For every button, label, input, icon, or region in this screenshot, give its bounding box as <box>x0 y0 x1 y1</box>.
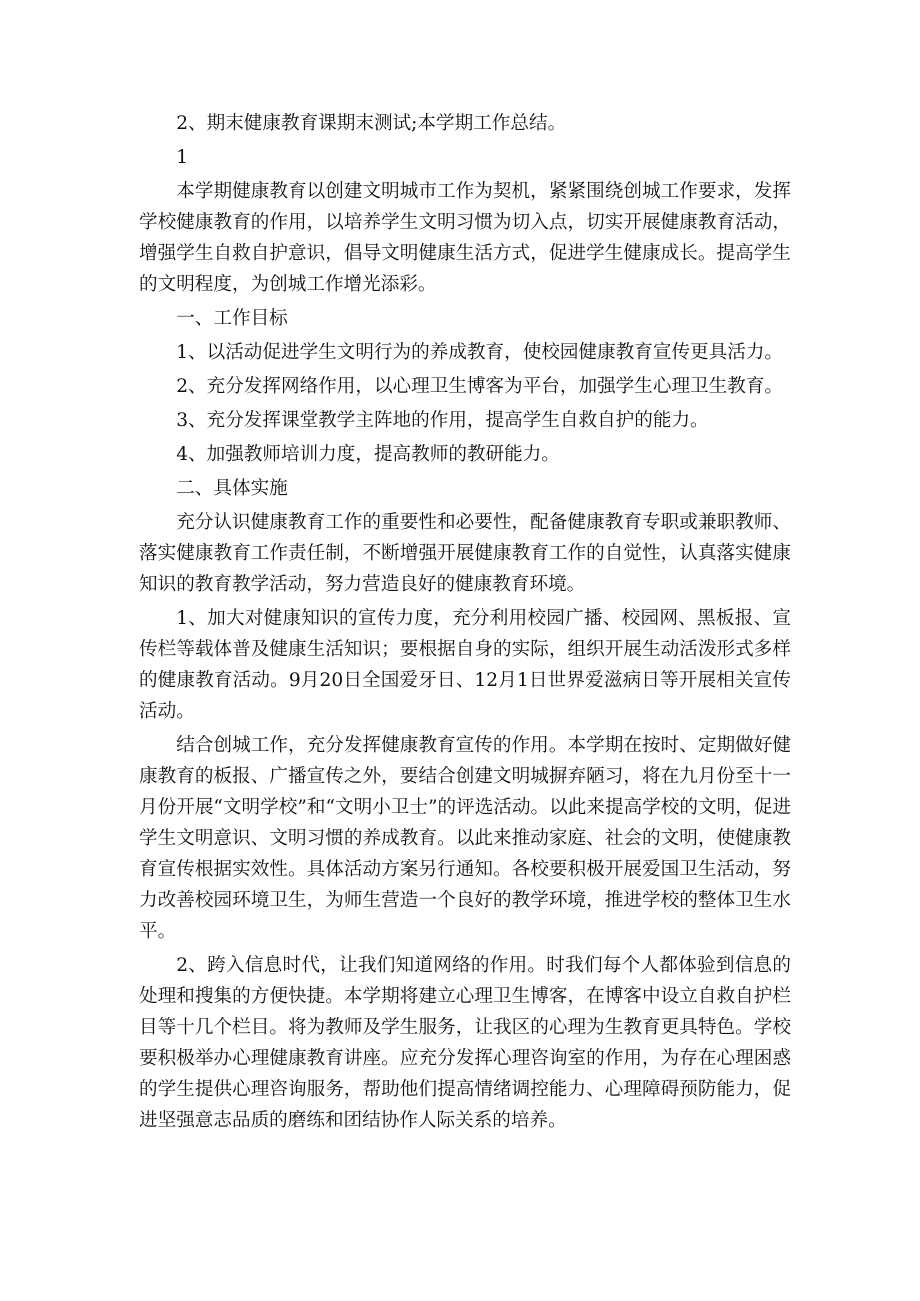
goal-item-2: 2、充分发挥网络作用，以心理卫生博客为平台，加强学生心理卫生教育。 <box>176 376 784 397</box>
paragraph-final-exam: 2、期末健康教育课期末测试;本学期工作总结。 <box>176 113 567 134</box>
implementation-item-2: 2、跨入信息时代，让我们知道网络的作用。时我们每个人都体验到信息的处理和搜集的方便快捷。本学期将建立心理卫生博客，在博客中设立自救自护栏目等十几个栏目。将为教师及学生服务，让我区的心理为生教育更具特色。学校要积极举办心理健康教育讲座。应充分发挥心理咨询室的作用，为存在心理困惑的学生提供心理咨询服务，帮助他们提高情绪调控能力、心理障碍预防能力，促进坚强意志品质的磨练和团结协作人际关系的培养。 <box>139 955 791 1131</box>
goal-item-4: 4、加强教师培训力度，提高教师的教研能力。 <box>176 444 560 465</box>
paragraph-civilization-campaign: 结合创城工作，充分发挥健康教育宣传的作用。本学期在按时、定期做好健康教育的板报、广播宣传之外，要结合创建文明城摒弃陋习，将在九月份至十一月份开展“文明学校”和“文明小卫士”的评选活动。以此来提高学校的文明，促进学生文明意识、文明习惯的养成教育。以此来推动家庭、社会的文明，使健康教育宣传根据实效性。具体活动方案另行通知。各校要积极开展爱国卫生活动，努力改善校园环境卫生，为师生营造一个良好的教学环境，推进学校的整体卫生水平。 <box>139 735 791 942</box>
goal-item-3: 3、充分发挥课堂教学主阵地的作用，提高学生自救自护的能力。 <box>176 410 709 431</box>
heading-work-goals: 一、工作目标 <box>176 308 288 329</box>
paragraph-intro: 本学期健康教育以创建文明城市工作为契机，紧紧围绕创城工作要求，发挥学校健康教育的作用，以培养学生文明习惯为切入点，切实开展健康教育活动，增强学生自救自护意识，倡导文明健康生活方式，促进学生健康成长。提高学生的文明程度，为创城工作增光添彩。 <box>139 181 791 295</box>
goal-item-1: 1、以活动促进学生文明行为的养成教育，使校园健康教育宣传更具活力。 <box>176 342 784 363</box>
document-page <box>139 108 791 1139</box>
paragraph-implementation-intro: 充分认识健康教育工作的重要性和必要性，配备健康教育专职或兼职教师、落实健康教育工作责任制，不断增强开展健康教育工作的自觉性，认真落实健康知识的教育教学活动，努力营造良好的健康教育环境。 <box>139 512 791 595</box>
heading-implementation: 二、具体实施 <box>176 478 288 499</box>
section-number: 1 <box>176 147 189 168</box>
implementation-item-1: 1、加大对健康知识的宣传力度，充分利用校园广播、校园网、黑板报、宣传栏等载体普及健康生活知识；要根据自身的实际，组织开展生动活泼形式多样的健康教育活动。9月20日全国爱牙日、12月1日世界爱滋病日等开展相关宣传活动。 <box>139 608 791 722</box>
